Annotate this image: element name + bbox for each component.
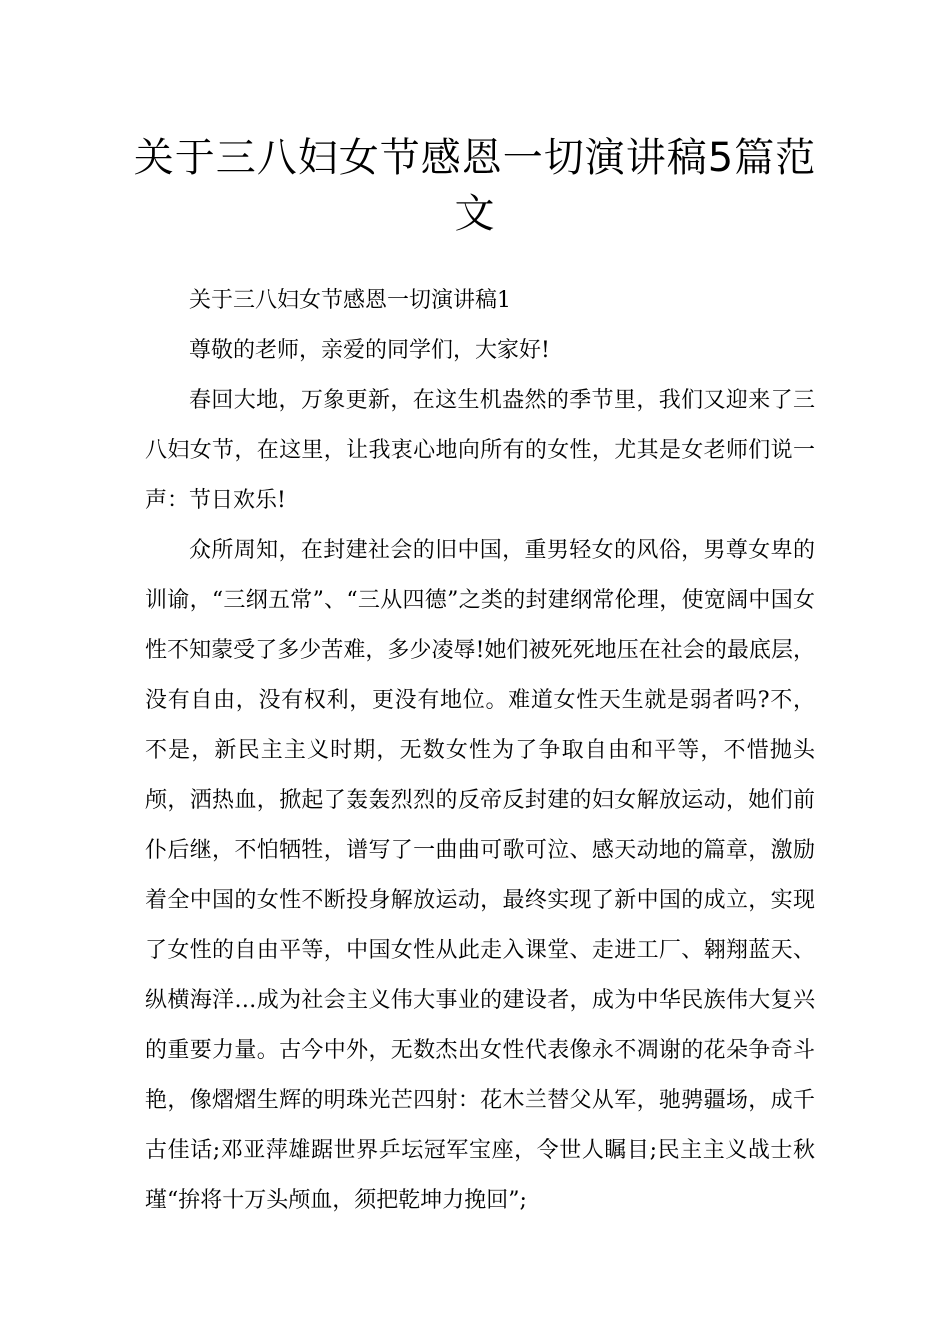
document-body	[145, 276, 815, 1226]
document-title: 关于三八妇女节感恩一切演讲稿5篇范文	[133, 135, 817, 237]
body-paragraph: 众所周知，在封建社会的旧中国，重男轻女的风俗，男尊女卑的训谕，“三纲五常”、“三从四德”之类的封建纲常伦理，使宽阔中国女性不知蒙受了多少苦难，多少凌辱!她们被死死地压在社会的最底层，没有自由，没有权利，更没有地位。难道女性天生就是弱者吗?不，不是，新民主主义时期，无数女性为了争取自由和平等，不惜抛头颅，洒热血，掀起了轰轰烈烈的反帝反封建的妇女解放运动，她们前仆后继，不怕牺牲，谱写了一曲曲可歌可泣、感天动地的篇章，激励着全中国的女性不断投身解放运动，最终实现了新中国的成立，实现了女性的自由平等，中国女性从此走入课堂、走进工厂、翱翔蓝天、纵横海洋…成为社会主义伟大事业的建设者，成为中华民族伟大复兴的重要力量。古今中外，无数杰出女性代表像永不凋谢的花朵争奇斗艳，像熠熠生辉的明珠光芒四射：花木兰替父从军，驰骋疆场，成千古佳话;邓亚萍雄踞世界乒坛冠军宝座，令世人瞩目;民主主义战士秋瑾“拚将十万头颅血，须把乾坤力挽回”;	[145, 538, 815, 1213]
section-heading: 关于三八妇女节感恩一切演讲稿1	[189, 288, 511, 313]
greeting-paragraph: 尊敬的老师，亲爱的同学们，大家好!	[189, 338, 550, 363]
body-paragraph: 春回大地，万象更新，在这生机盎然的季节里，我们又迎来了三八妇女节，在这里，让我衷心地向所有的女性，尤其是女老师们说一声：节日欢乐!	[145, 388, 815, 513]
